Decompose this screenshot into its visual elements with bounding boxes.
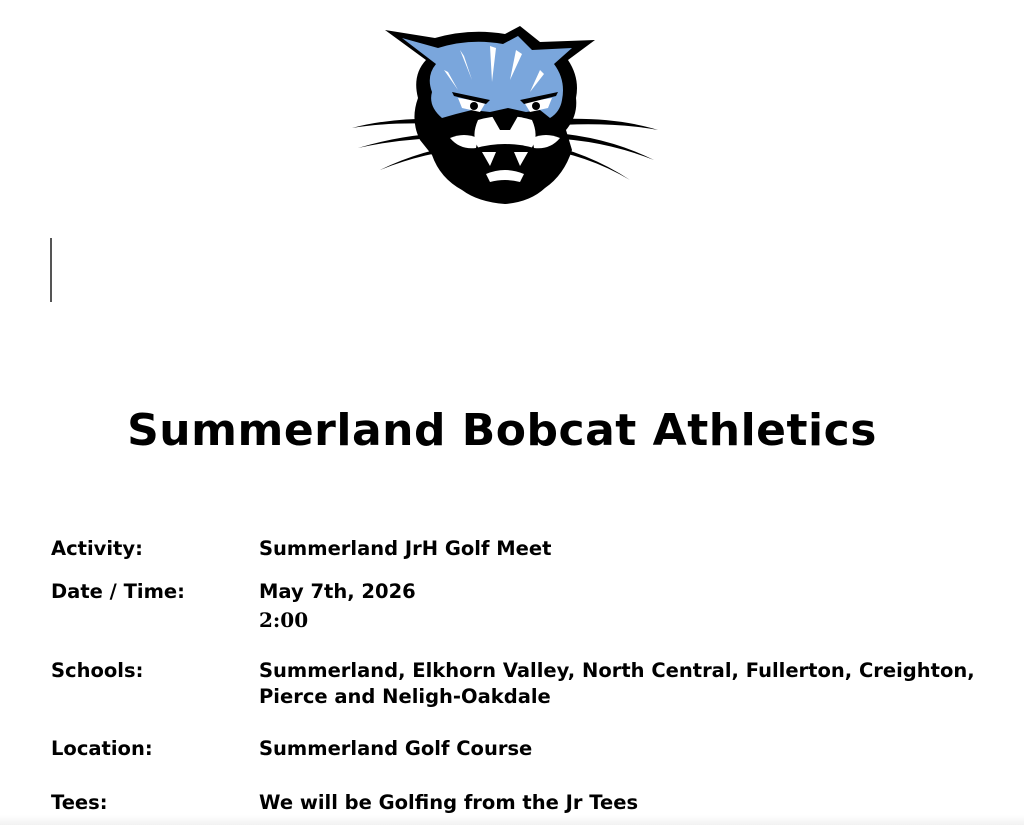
schools-line-2: Pierce and Neligh-Oakdale xyxy=(259,685,551,708)
schools-line-1: Summerland, Elkhorn Valley, North Central, Fullerton, Creighton, xyxy=(259,659,975,682)
text-cursor xyxy=(50,238,52,302)
location-value: Summerland Golf Course xyxy=(259,737,533,760)
bobcat-mascot-icon xyxy=(340,20,670,210)
time-value: 2:00 xyxy=(259,608,309,632)
tees-value: We will be Golfing from the Jr Tees xyxy=(259,791,639,814)
page-title: Summerland Bobcat Athletics xyxy=(127,405,877,456)
date-time-value xyxy=(259,579,979,635)
location-label: Location: xyxy=(51,737,153,760)
schools-value xyxy=(259,658,979,710)
date-value: May 7th, 2026 xyxy=(259,580,416,603)
page-bottom-fade xyxy=(0,815,1024,825)
date-time-label: Date / Time: xyxy=(51,580,185,603)
activity-value: Summerland JrH Golf Meet xyxy=(259,537,552,560)
tees-label: Tees: xyxy=(51,791,108,814)
schools-label: Schools: xyxy=(51,659,144,682)
activity-label: Activity: xyxy=(51,537,143,560)
